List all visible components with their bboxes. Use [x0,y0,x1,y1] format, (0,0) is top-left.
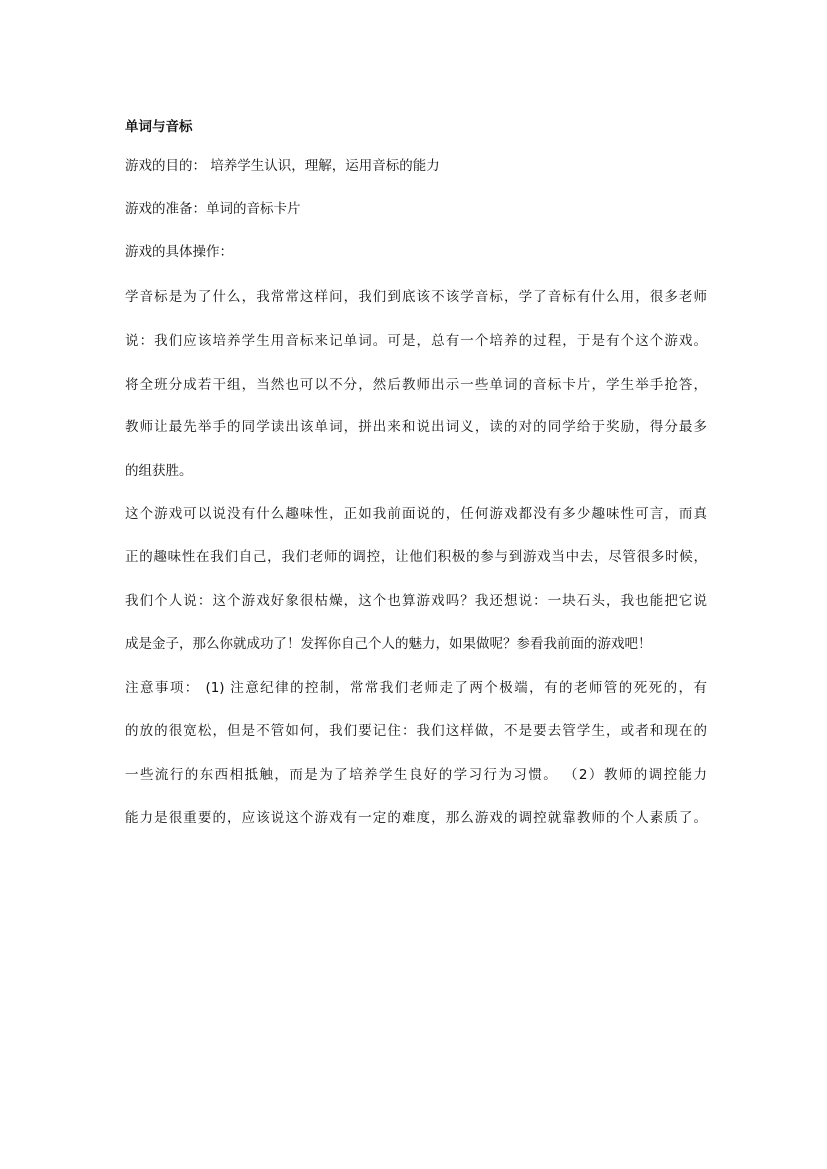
notes-line: 一些流行的东西相抵触，而是为了培养学生良好的学习行为习惯。 （2）教师的调控能力 [125,767,707,783]
purpose-line: 游戏的目的： 培养学生认识，理解，运用音标的能力 [125,158,440,174]
comment-line: 成是金子，那么你就成功了！发挥你自己个人的魅力，如果做呢？参看我前面的游戏吧！ [125,636,652,652]
comment-line: 这个游戏可以说没有什么趣味性，正如我前面说的，任何游戏都没有多少趣味性可言，而真 [125,506,707,522]
operation-line: 将全班分成若干组，当然也可以不分，然后教师出示一些单词的音标卡片，学生举手抢答， [125,377,707,393]
operation-line: 教师让最先举手的同学读出该单词，拼出来和说出词义，读的对的同学给于奖励，得分最多 [125,419,707,435]
comment-line: 我们个人说：这个游戏好象很枯燥，这个也算游戏吗？我还想说：一块石头，我也能把它说 [125,593,707,609]
notes-line: 的放的很宽松，但是不管如何，我们要记住：我们这样做，不是要去管学生，或者和现在的 [125,723,707,739]
operation-line: 的组获胜。 [125,463,193,479]
operation-line: 说：我们应该培养学生用音标来记单词。可是，总有一个培养的过程，于是有个这个游戏。 [125,333,707,349]
preparation-line: 游戏的准备：单词的音标卡片 [125,201,301,217]
notes-line: 能力是很重要的，应该说这个游戏有一定的难度，那么游戏的调控就靠教师的个人素质了。 [125,810,707,826]
operation-line: 学音标是为了什么，我常常这样问，我们到底该不该学音标，学了音标有什么用，很多老师 [125,289,707,305]
operation-label: 游戏的具体操作： [125,244,233,260]
notes-line: 注意事项： (1) 注意纪律的控制，常常我们老师走了两个极端，有的老师管的死死的，有 [125,680,707,696]
comment-line: 正的趣味性在我们自己，我们老师的调控，让他们积极的参与到游戏当中去，尽管很多时候， [125,549,707,565]
document-title: 单词与音标 [125,119,193,135]
